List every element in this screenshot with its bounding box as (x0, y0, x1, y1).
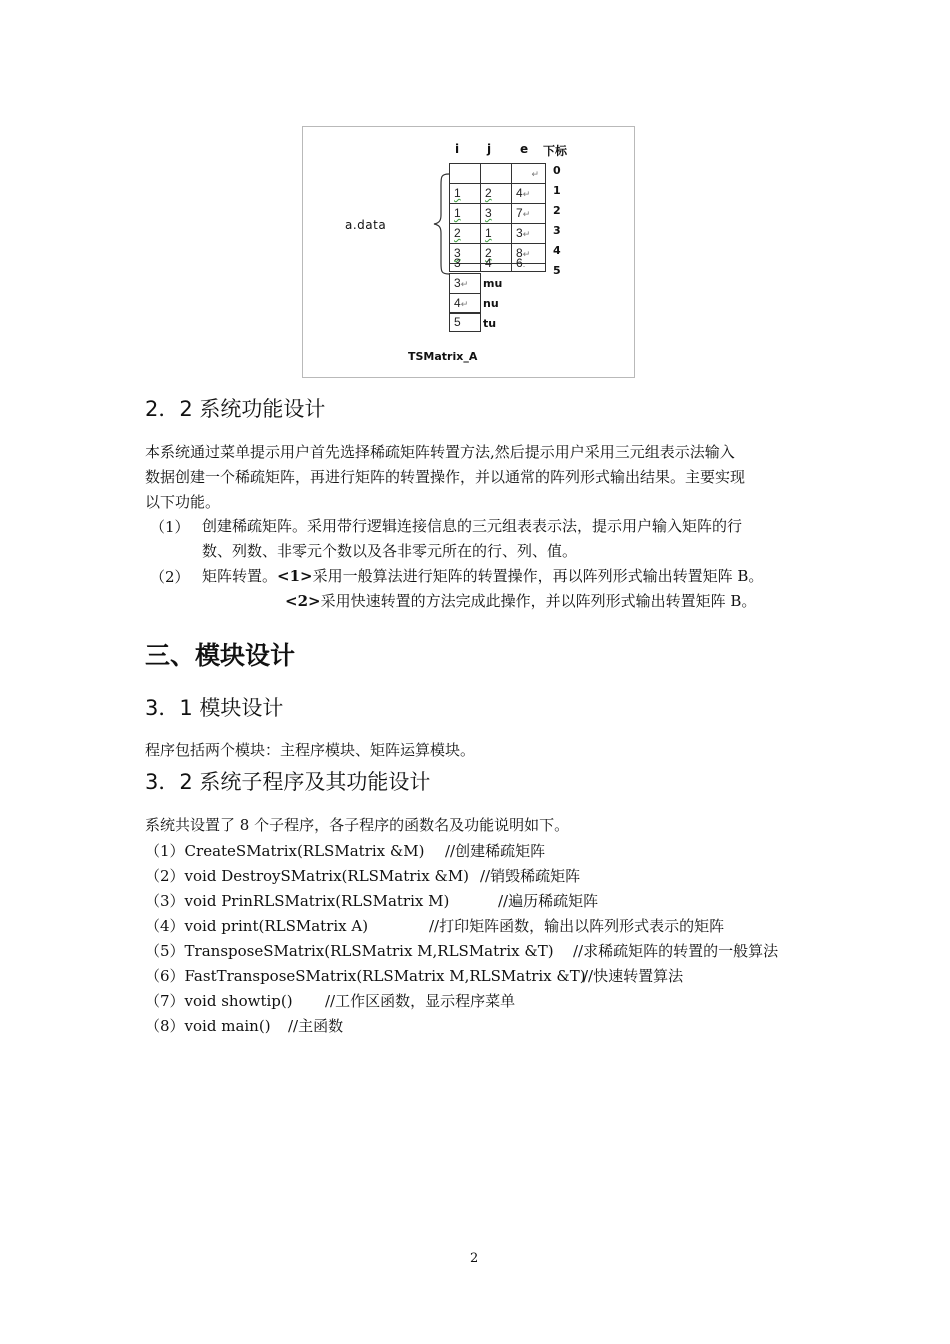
cell-i: 3 (449, 256, 481, 272)
function-item: （4）void print(RLSMatrix A) //打印矩阵函数，输出以阵列形式表示的矩阵 (145, 917, 725, 935)
row-index: 1 (553, 184, 561, 197)
function-item: （6）FastTransposeSMatrix(RLSMatrix M,RLSMatrix &T) //快速转置算法 (145, 967, 684, 985)
cell-e: 7↵ (511, 203, 546, 224)
cell-j: 1 (480, 223, 512, 244)
figure-caption: TSMatrix_A (408, 350, 478, 363)
cell-i: 2 (449, 223, 481, 244)
cell-e: 3↵ (511, 223, 546, 244)
field-label-tu: tu (483, 317, 497, 330)
side-label: a.data (345, 218, 387, 232)
section-2-2-title: 2．2 系统功能设计 (145, 397, 326, 421)
cell-j: 3 (480, 203, 512, 224)
cell-e: 8↵ (511, 243, 546, 264)
header-index: 下标 (543, 144, 568, 158)
cell-e: 4↵ (511, 183, 546, 204)
cell-i: 3 (449, 243, 481, 264)
row-index: 0 (553, 164, 561, 177)
function-item: （1）CreateSMatrix(RLSMatrix &M) //创建稀疏矩阵 (145, 842, 546, 860)
return-mark-icon: ↵ (531, 169, 539, 179)
section-3-1-text: 程序包括两个模块：主程序模块、矩阵运算模块。 (145, 741, 476, 759)
cell-j: 2 (480, 243, 512, 264)
cell-j: 4 (480, 256, 512, 272)
function-item: （8）void main() //主函数 (145, 1017, 344, 1035)
function-item: （2）void DestroySMatrix(RLSMatrix &M) //销毁稀疏矩阵 (145, 867, 581, 885)
item-1-text: 创建稀疏矩阵。采用带行逻辑连接信息的三元组表表示法，提示用户输入矩阵的行 数、列数、非零元个数以及各非零元所在的行、列、值。 (202, 517, 743, 560)
row-index: 4 (553, 244, 561, 257)
section-2-2-paragraph: 本系统通过菜单提示用户首先选择稀疏矩阵转置方法,然后提示用户采用三元组表示法输入 数据创建一个稀疏矩阵，再进行矩阵的转置操作，并以通常的阵列形式输出结果。主要实现 以下功能。 (145, 443, 746, 511)
function-item: （3）void PrinRLSMatrix(RLSMatrix M) //遍历稀疏矩阵 (145, 892, 599, 910)
function-item: （7）void showtip() //工作区函数，显示程序菜单 (145, 992, 516, 1010)
chapter-3-title: 三、模块设计 (145, 641, 296, 670)
field-label-mu: mu (483, 277, 503, 290)
curly-brace-icon (431, 173, 453, 275)
cell-i: 1 (449, 203, 481, 224)
item-2-line-2: <2>采用快速转置的方法完成此操作，并以阵列形式输出转置矩阵 B。 (285, 592, 757, 610)
function-item: （5）TransposeSMatrix(RLSMatrix M,RLSMatrix &T) //求稀疏矩阵的转置的一般算法 (145, 942, 779, 960)
cell-empty (511, 163, 546, 184)
row-index: 5 (553, 264, 561, 277)
triplet-table-figure (302, 126, 635, 378)
cell-tu: 5 (449, 312, 481, 332)
cell-e: 6. (511, 256, 546, 272)
header-j: j (487, 142, 492, 156)
item-2-number: （2） (150, 568, 190, 586)
header-i: i (455, 142, 460, 156)
section-3-2-title: 3．2 系统子程序及其功能设计 (145, 770, 431, 794)
row-index: 2 (553, 204, 561, 217)
field-label-nu: nu (483, 297, 499, 310)
cell-j: 2 (480, 183, 512, 204)
cell-i: 1 (449, 183, 481, 204)
cell-mu: 3↵ (449, 273, 481, 294)
section-3-1-title: 3．1 模块设计 (145, 696, 284, 720)
item-1-number: （1） (150, 518, 190, 536)
page-number: 2 (470, 1251, 479, 1266)
cell-empty (449, 163, 481, 184)
section-3-2-intro: 系统共设置了 8 个子程序，各子程序的函数名及功能说明如下。 (145, 816, 570, 834)
item-2-line-1: 矩阵转置。<1>采用一般算法进行矩阵的转置操作，再以阵列形式输出转置矩阵 B。 (202, 567, 764, 585)
row-index: 3 (553, 224, 561, 237)
cell-nu: 4↵ (449, 293, 481, 314)
header-e: e (520, 142, 529, 156)
cell-empty (480, 163, 512, 184)
